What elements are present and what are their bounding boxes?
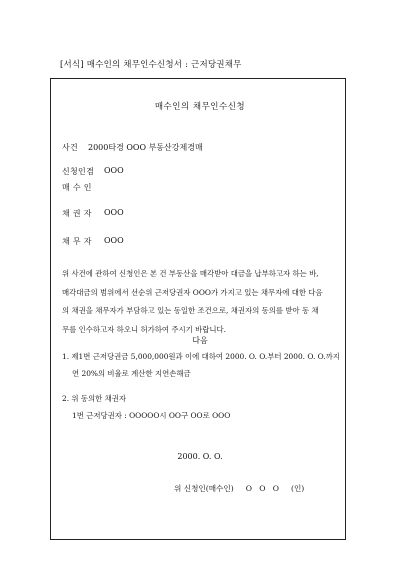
body-line: 의 채권을 채무자가 부담하고 있는 동일한 조건으로, 채권자의 동의를 받아 동 채 <box>62 306 319 315</box>
creditor-value: OOO <box>104 208 124 217</box>
item1-line2: 연 20%의 비율로 계산한 지연손해금 <box>72 369 191 378</box>
body-line: 위 사건에 관하여 신청인은 본 건 부동산을 매각받아 대금을 납부하고자 하는 바, <box>62 269 319 278</box>
application-body <box>62 265 334 339</box>
body-line: 무를 인수하고자 하오니 허가하여 주시기 바랍니다. <box>62 324 227 334</box>
item2-heading: 2. 위 동의한 채권자 <box>62 394 127 403</box>
next-heading: 다음 <box>192 336 208 345</box>
applicant-value: OOO <box>104 166 124 175</box>
debtor-label: 채 무 자 <box>62 237 92 246</box>
buyer-label: 매 수 인 <box>62 183 92 192</box>
debtor-value: OOO <box>104 236 124 245</box>
creditor-label: 채 권 자 <box>62 209 92 218</box>
body-line: 매각대금의 범위에서 선순위 근저당권자 OOO가 가지고 있는 채무자에 대한 다음 <box>62 287 323 297</box>
item2-detail: 1번 근저당권자 : OOOOO시 OO구 OO로 OOO <box>72 411 231 420</box>
application-date: 2000. O. O. <box>177 452 223 461</box>
applicant-label: 신청인겸 <box>62 167 95 176</box>
item1-line1: 1. 제1번 근저당권금 5,000,000원과 이에 대하여 2000. O. O.부터 2000. O. O.까지 <box>62 352 340 361</box>
case-label: 사건 <box>62 143 79 152</box>
document-title: 매수인의 채무인수신청 <box>154 102 246 112</box>
applicant-signature: 위 신청인(매수인) O O O (인) <box>174 484 305 493</box>
form-caption: [서식] 매수인의 채무인수신청서 : 근저당권채무 <box>60 60 242 70</box>
case-value: 2000타경 OOO 부동산강제경매 <box>88 143 203 152</box>
